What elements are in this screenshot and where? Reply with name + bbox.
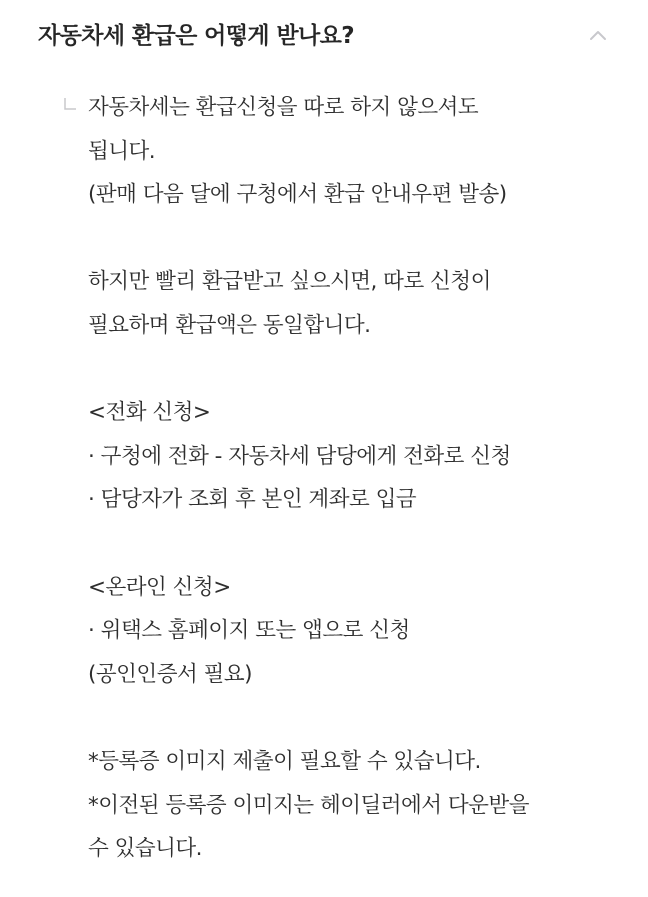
answer-blank-line <box>88 217 628 261</box>
answer-line: 필요하며 환급액은 동일합니다. <box>88 312 371 338</box>
answer-line: 수 있습니다. <box>88 836 203 862</box>
reply-corner-icon <box>64 98 76 110</box>
answer-line: (판매 다음 달에 구청에서 환급 안내우편 발송) <box>88 182 507 208</box>
phone-application-heading: <전화 신청> <box>88 400 211 426</box>
answer-blank-line <box>88 348 628 392</box>
answer-blank-line <box>88 522 628 566</box>
answer-bullet-item: · 구청에 전화 - 자동차세 담당에게 전화로 신청 <box>88 443 511 469</box>
answer-line: (공인인증서 필요) <box>88 661 252 687</box>
answer-body <box>88 86 628 871</box>
answer-blank-line <box>88 696 628 740</box>
answer-bullet-item: · 위택스 홈페이지 또는 앱으로 신청 <box>88 618 410 644</box>
faq-question-title: 자동차세 환급은 어떻게 받나요? <box>38 23 354 49</box>
answer-note: *등록증 이미지 제출이 필요할 수 있습니다. <box>88 748 481 774</box>
faq-question-header[interactable] <box>0 0 648 72</box>
answer-bullet-item: · 담당자가 조회 후 본인 계좌로 입금 <box>88 487 417 513</box>
answer-note: *이전된 등록증 이미지는 헤이딜러에서 다운받을 <box>88 792 529 818</box>
answer-line: 됩니다. <box>88 138 156 164</box>
online-application-heading: <온라인 신청> <box>88 574 231 600</box>
chevron-up-icon[interactable] <box>588 28 608 42</box>
answer-line: 자동차세는 환급신청을 따로 하지 않으셔도 <box>88 95 479 120</box>
answer-line: 하지만 빨리 환급받고 싶으시면, 따로 신청이 <box>88 269 491 295</box>
